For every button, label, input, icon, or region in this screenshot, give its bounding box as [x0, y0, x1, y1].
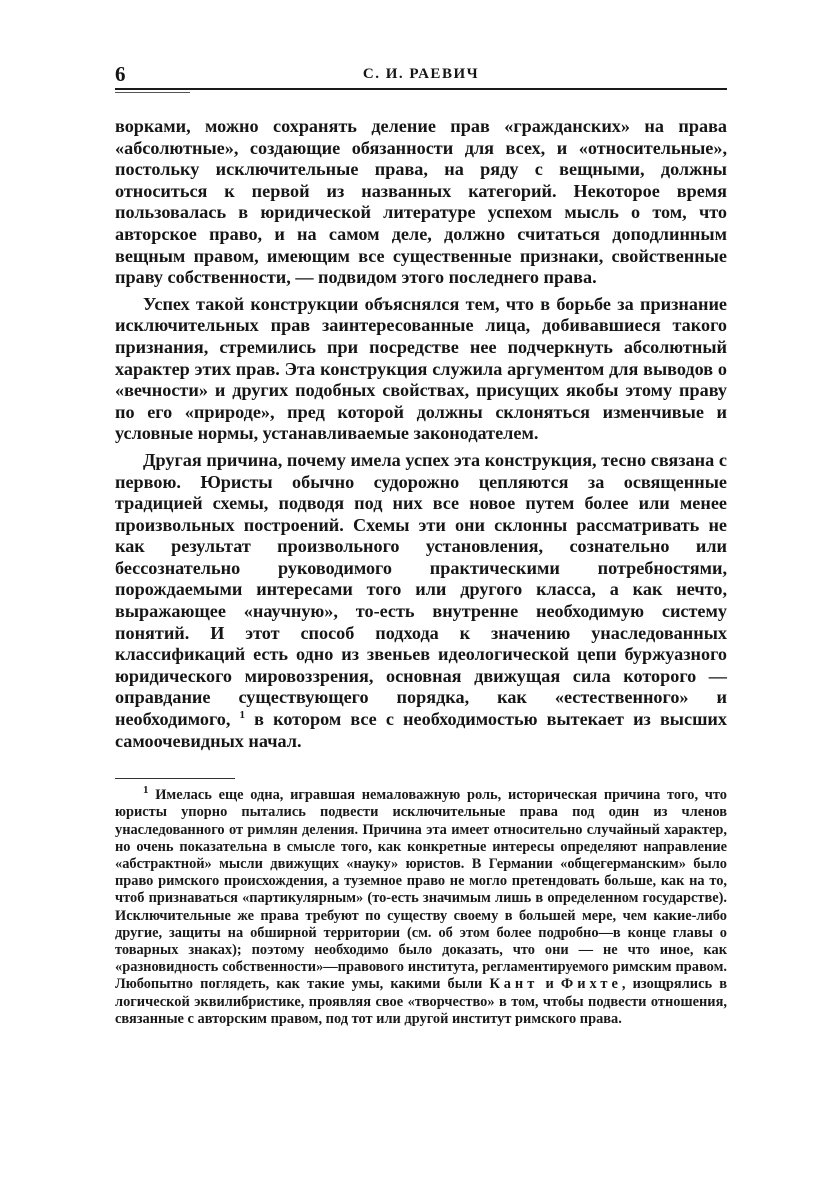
paragraph-2: Успех такой конструкции объяснялся тем, что в борьбе за признание исключительных прав заинтересованные лица, добивавшиеся такого признания, стремились при посредстве нее подчеркнуть абсолютный характер этих прав. Эта конструкция служила аргументом для выводов о «вечности» и других подобных свойствах, присущих якобы этому праву по его «природе», пред которой должны склоняться изменчивые и условные нормы, устанавливаемые законодателем.	[115, 293, 727, 444]
header-divider	[115, 92, 727, 98]
footnote-text-1: Имелась еще одна, игравшая немаловажную роль, историческая причина того, что юристы упорно пытались подвести исключительные права под один из членов унаследованного от римлян деления. Причина эта имеет относительно случайный характер, но очень показательна в смысле того, как конкретные интересы определяют направление «абстрактной» мысли движущих «науку» юристов. В Германии «общегерманским» было право римского происхождения, а туземное право не могло претендовать больше, как на то, чтоб признаваться «партикулярным» (то-есть значимым лишь в определенном государстве). Исключительные же права требуют по существу своему в большей мере, чем какие-либо другие, защиты на обширной территории (см. об этом более подробно—в конце главы о товарных знаках); поэтому необходимо было доказать, что они — не что иное, как «разновидность собственности»—правового института, регламентируемого римским правом. Любопытно поглядеть, как такие умы, какими были	[115, 787, 727, 993]
book-page	[115, 60, 727, 1028]
footnote-text-2: и	[545, 976, 554, 993]
page-header	[115, 60, 727, 90]
paragraph-3-text: Другая причина, почему имела успех эта конструкция, тесно связана с первою. Юристы обычно судорожно цепляются за освященные традицией схемы, подводя под них все новое путем более или менее произвольных построений. Схемы эти они склонны рассматривать не как результат произвольного установления, сознательно или бессознательно руководимого практическими потребностями, порождаемыми интересами того или другого класса, а как нечто, выражающее «научную», то-есть внутренне необходимую систему понятий. И этот способ подхода к значению унаследованных классификаций есть одно из звеньев идеологической цепи буржуазного юридического мировоззрения, основная движущая сила которого — оправдание существующего порядка, как «естественного» и необходимого,	[115, 449, 727, 730]
paragraph-1: ворками, можно сохранять деление прав «гражданских» на права «абсолютные», создающие обязанности для всех, и «относительные», постольку исключительные права, на ряду с вещными, должны относиться к первой из названных категорий. Некоторое время пользовалась в юридической литературе успехом мысль о том, что авторское право, и на самом деле, должно считаться доподлинным вещным правом, имеющим все существенные признаки, свойственные праву собственности, — подвидом этого последнего права.	[115, 116, 727, 288]
footnote-name-fichte: Фихте	[560, 976, 622, 993]
paragraph-3	[115, 450, 727, 752]
footnote-name-kant: Кант	[489, 976, 539, 993]
paragraph-3-text-end: в котором все с необходимостью вытекает из высших самоочевидных начал.	[115, 709, 728, 751]
footnote-text-3: , изощрялись в логической эквилибристике, проявляя свое «творчество» в том, чтобы подвести отношения, связанные с авторским правом, под тот или другой институт римского права.	[115, 976, 727, 1027]
running-title: С. И. РАЕВИЧ	[362, 66, 480, 82]
main-text	[115, 116, 727, 752]
footnote	[115, 784, 727, 1028]
page-number: 6	[115, 62, 126, 86]
footnote-reference[interactable]: 1	[239, 708, 246, 721]
footnote-divider	[115, 778, 235, 779]
footnote-mark: 1	[143, 784, 149, 797]
